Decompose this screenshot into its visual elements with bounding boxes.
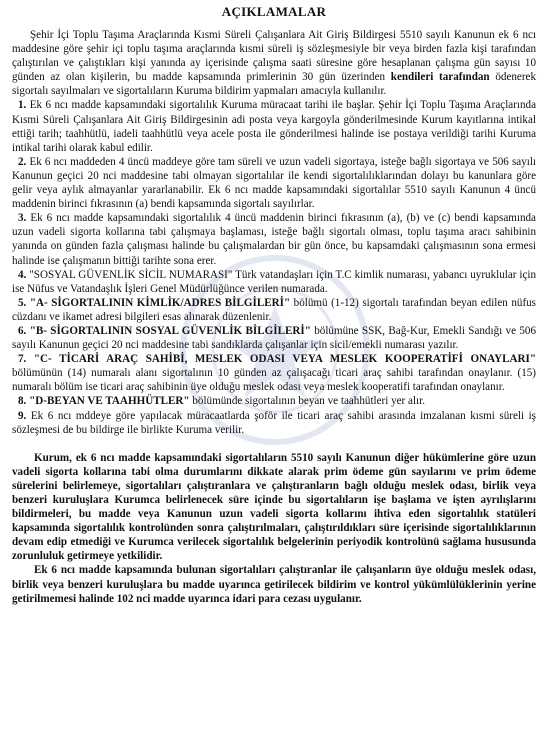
intro-paragraph: Şehir İçi Toplu Taşıma Araçlarında Kısmi Süreli Çalışanlara Ait Giriş Bildirgesi 5510 sayılı Kanunun ek 6 ncı maddesine göre şehir içi toplu taşıma araçlarında kısmi süreli iş sözleşmesiyle bir veya birden fazla kişi tarafından çalıştırılan ve çalıştıkları kişi yanında ay içerisinde çalışma saati süresine göre hesaplanan çalışma gün sayısı 10 günden az olan kişilerin, bu madde kapsamında primlerinin 30 gün üzerinden kendileri tarafından ödenerek sigortalı sayılmaları ve sigortalıların Kuruma bildirim yapmaları amacıyla kullanılır. [12, 29, 536, 98]
notice-paragraph: Ek 6 ncı madde kapsamında bulunan sigortalıları çalıştıranlar ile çalışanların üye olduğu meslek odası, birlik veya benzeri kuruluşlara bu madde uyarınca getirilecek bildirim ve kontrol yükümlülüklerinin yerine getirilmemesi halinde 102 nci madde uyarınca idari para cezası uygulanır. [12, 564, 536, 605]
section-gap [12, 437, 536, 451]
list-item: 1. Ek 6 ncı madde kapsamındaki sigortalılık Kuruma müracaat tarihi ile başlar. Şehir İçi Toplu Taşıma Araçlarında Kısmi Süreli Çalışanlara Ait Giriş Bildirgesinin adi posta veya kargoyla gönderilmesinde Kurum kayıtlarına intikal ettiği tarih; taahhütlü, iadeli taahhütlü veya acele posta ile gönderilmesi halinde ise postaya verildiği tarihi Kuruma intikal tarihi olarak kabul edilir. [12, 99, 536, 154]
list-item: 9. Ek 6 ncı mddeye göre yapılacak müracaatlarda şoför ile ticari araç sahibi arasında imzalanan kısmi süreli iş sözleşmesi de bu bildirge ile birlikte Kuruma verilir. [12, 409, 536, 436]
notice-paragraph: Kurum, ek 6 ncı madde kapsamındaki sigortalıların 5510 sayılı Kanunun diğer hükümlerine göre uzun vadeli sigorta kollarına tabi olma durumlarını dikkate alarak prim ödeme gün sayılarını ve prim ödeme sürelerini belirlemeye, sigortalıları çalıştıranlara ve çalıştıranların bağlı olduğu meslek odası, birlik veya benzeri kuruluşlara Kurumca belirlenecek süre içinde bu sigortalıların işe başlama ve işten ayrılışlarını bildirmeleri, bu madde veya Kanunun uzun vadeli sigorta kollarını ihtiva eden sigortalılık statüleri kapsamında sigortalılık kontrolünden sonra çalıştırılmaları, çalıştırıldıkları süre içerisinde sigortalılıklarının devam edip etmediği ve Kurumca verilecek sigortalılık belgelerinin periyodik kontrolünü sağlama hususunda zorunluluk getirmeye yetkilidir. [12, 451, 536, 563]
list-item: 2. Ek 6 ncı maddeden 4 üncü maddeye göre tam süreli ve uzun vadeli sigortaya, isteğe bağlı sigortaya ve 506 sayılı Kanunun geçici 20 nci maddesine tabi olmayan sigortalılar ile kendi sigortalılıklarından dolayı bu kanunlara göre gelir veya aylık almayanlar yararlanabilir. Ek 6 ncı madde kapsamındaki sigortalılar 5510 sayılı Kanunun 4 üncü maddenin birinci fıkrasının (a) bendi kapsamında sigortalı sayılırlar. [12, 155, 536, 211]
bold-notice-block [12, 451, 536, 606]
list-item: 4. "SOSYAL GÜVENLİK SİCİL NUMARASI" Türk vatandaşları için T.C kimlik numarası, yabancı uyruklular için ise Nüfus ve Vatandaşlık İşleri Genel Müdürlüğünce verilen numarada. [12, 268, 537, 295]
list-item: 6. "B- SİGORTALININ SOSYAL GÜVENLİK BİLGİLERİ" bölümüne SSK, Bağ-Kur, Emekli Sandığı ve 506 sayılı Kanunun geçici 20 nci maddesine tabi sandıklarda çalışanlar için sicil/emekli numarası yazılır. [12, 324, 537, 352]
page-title: AÇIKLAMALAR [221, 4, 327, 19]
list-item: 8. "D-BEYAN VE TAAHHÜTLER" bölümünde sigortalının beyan ve taahhütleri yer alır. [18, 395, 425, 408]
list-item: 5. "A- SİGORTALININ KİMLİK/ADRES BİLGİLERİ" bölümü (1-12) sigortalı tarafından beyan edilen nüfus cüzdanı ve ikamet adresi bilgileri esas alınarak düzenlenir. [12, 296, 537, 323]
list-item: 7. "C- TİCARİ ARAÇ SAHİBİ, MESLEK ODASI VEYA MESLEK KOOPERATİFİ ONAYLARI" bölümünün (14) numaralı alanı sigortalının 10 günden az çalışacağı ticari araç sahibi tarafından onaylanır. (15) numaralı bölüm ise ticari araç sahibinin üye olduğu meslek odası veya meslek kooperatifi tarafından onaylanır. [12, 353, 536, 394]
list-item: 3. Ek 6 ncı madde kapsamındaki sigortalılık 4 üncü maddenin birinci fıkrasının (a), (b) ve (c) bendi kapsamında uzun vadeli sigorta kollarına tabi çalışmaya başlaması, isteğe bağlı sigortalı olması, toplu taşıma aracı sahibinin yanında on günden fazla çalışması halinde bu çalışmalardan bir gün önce, bu kapsamdaki çalışmasının sona ermesi halinde ise çalışmanın bittiği tarihte sona erer. [12, 212, 536, 267]
